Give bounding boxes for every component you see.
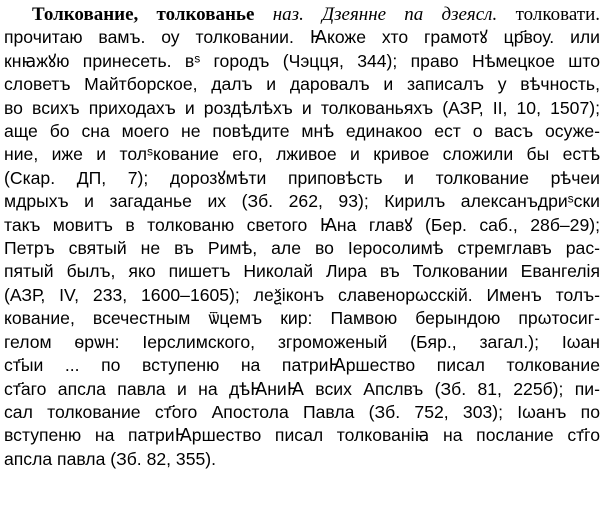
entry-line: аще бо сна моего не повѣдите мнѣ единакоо ест о васъ осуже- [4,121,600,142]
entry-gloss-target: толковати. [515,4,600,25]
entry-line: пятый былъ, яко пишетъ Николай Лира въ Толковании Евангелія [4,261,600,282]
entry-line: прочитаю вамъ. оу толковании. Ꙗкоже хто грамотꙋ цр҃воу. или [4,27,600,48]
entry-line: ние, иже и толˢкование его, лживое и кривое сложили бы естѣ [4,144,600,165]
entry-line: кнꙗжꙋю принесеть. вˢ городъ (Чэцця, 344); право Нѣмецкое што [4,50,600,71]
entry-line-last: апсла павла (Зб. 82, 355). [4,448,217,469]
entry-line: мдрыхъ и загаданье их (Зб. 262, 93); Кирилъ алексанъдриˢски [4,191,600,212]
entry-line: Петръ святый не въ Римѣ, але во Іеросолимѣ стремглавъ рас- [4,238,600,259]
entry-headword: Толкование, толкованье [32,4,255,25]
entry-line: гелом ѳрѡн: Іерслимского, згроможеный (Бяр., загал.); Ιωан [4,331,600,352]
entry-line: во всихъ приходахъ и роздѣлѣхъ и толкованьяхъ (АЗР, II, 10, 1507); [4,97,600,118]
entry-gloss: наз. Дзеянне па дзеясл. [272,4,498,25]
entry-line: кование, всечестным ѿцемъ кир: Памвою берындою прωтосиг- [4,308,600,329]
entry-line: (Скар. ДП, 7); дорозꙋмѣти приповѣсть и толкование рѣчеи [4,167,600,188]
entry-line: такъ мовитъ в толкованю светого Ꙗна главꙋ (Бер. саб., 28б–29); [4,214,600,235]
entry-line: ст҃аго апсла павла и на дѣꙖниꙖ всих Апслвъ (Зб. 81, 225б); пи- [4,378,600,399]
entry-line-1 [4,3,600,26]
entry-line: сал толкование ст҃ого Апостола Павла (Зб. 752, 303); Ιωанъ по [4,401,600,422]
entry-line: вступеню на патриꙖршество писал толкованіꙗ на послание ст҃го [4,425,600,446]
entry-line: ст҃ыи ... по вступеню на патриꙖршество писал толкование [4,355,600,376]
entry-line: словетъ Майтборское, далъ и даровалъ и записалъ у вѣчность, [4,74,600,95]
entry-line: (АЗР, IV, 233, 1600–1605); леѯіконъ славенорωсскій. Именъ толъ- [4,284,600,305]
